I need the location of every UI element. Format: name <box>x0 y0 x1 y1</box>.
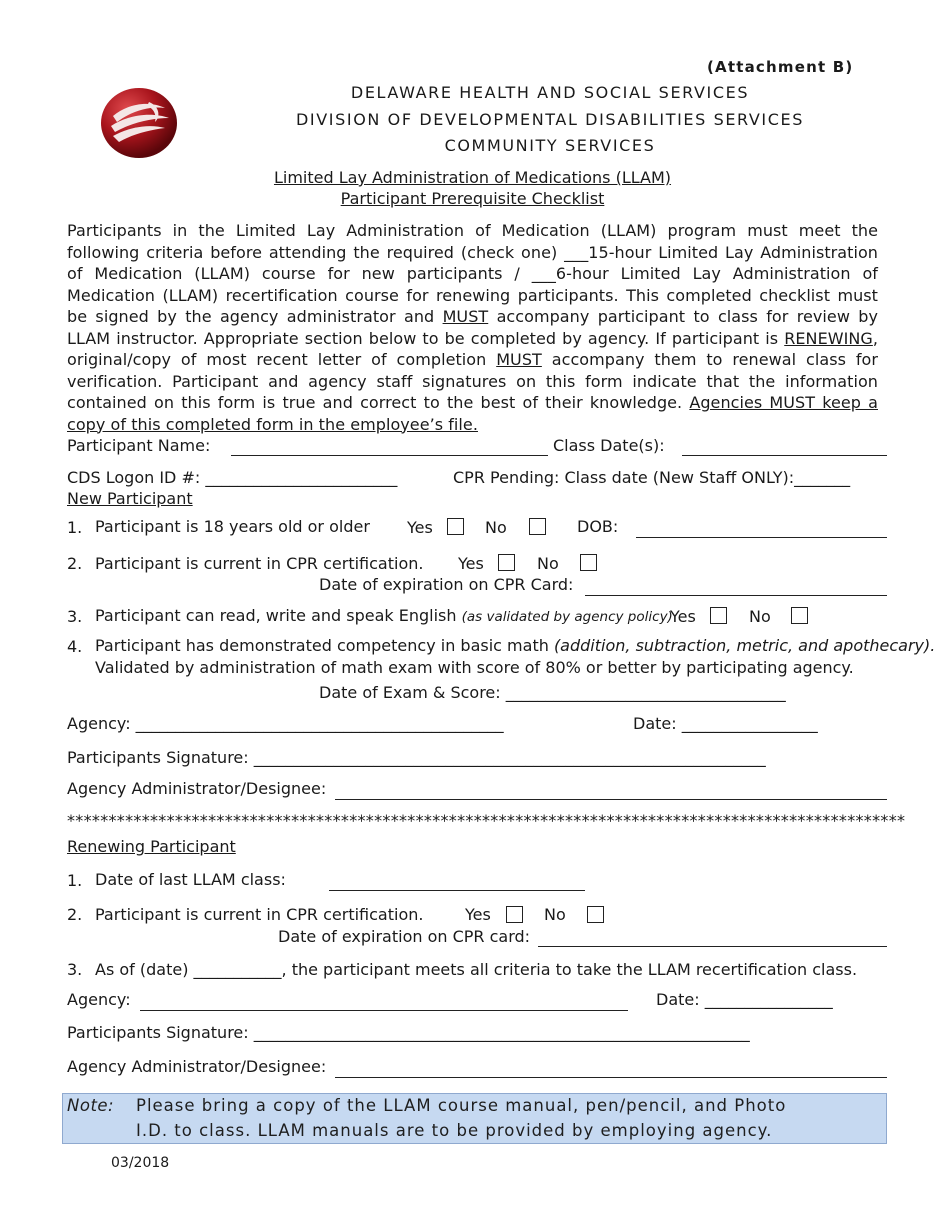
cds-logon-field[interactable]: CDS Logon ID #: ________________________ <box>67 468 398 487</box>
np-item3-no-label: No <box>749 607 771 626</box>
np-dob-label: DOB: <box>577 517 619 536</box>
intro-paragraph: Participants in the Limited Lay Administration of Medication (LLAM) program must meet the following criteria before attending the required (check one) ___15-hour Limited Lay Administration of Medication (LLAM) course for new participants / ___6-hour Limited Lay Administration of Medication (LLAM) recertification course for renewing participants. This completed checklist must be signed by the agency administrator and MUST accompany participant to class for review by LLAM instructor. Appropriate section below to be completed by agency. If participant is RENEWING, original/copy of most recent letter of completion MUST accompany them to renewal class for verification. Participant and agency staff signatures on this form indicate that the information contained on this form is true and correct to the best of their knowledge. Agencies MUST keep a copy of this completed form in the employee’s file. <box>67 221 879 434</box>
np-item1-yes-label: Yes <box>407 518 433 537</box>
np-item2-number: 2. <box>67 554 83 573</box>
np-item2-no-checkbox[interactable] <box>580 554 597 571</box>
note-line-1: Please bring a copy of the LLAM course manual, pen/pencil, and Photo <box>136 1096 787 1115</box>
np-item2-yes-label: Yes <box>458 554 484 573</box>
rp-item1-text: Date of last LLAM class: <box>95 870 286 889</box>
renewing-participant-heading: Renewing Participant <box>67 837 236 856</box>
section-divider: ***************************************************************************************************** <box>67 811 906 830</box>
np-admin-field[interactable] <box>335 799 887 800</box>
rp-item3-text: As of (date) ___________, the participant meets all criteria to take the LLAM recertification class. <box>95 960 858 979</box>
np-item2-no-label: No <box>537 554 559 573</box>
participant-name-label: Participant Name: <box>67 436 211 455</box>
np-item3-no-checkbox[interactable] <box>791 607 808 624</box>
np-item3-yes-checkbox[interactable] <box>710 607 727 624</box>
np-item1-no-label: No <box>485 518 507 537</box>
rp-admin-field[interactable] <box>335 1077 887 1078</box>
rp-item2-yes-checkbox[interactable] <box>506 906 523 923</box>
header-division: DIVISION OF DEVELOPMENTAL DISABILITIES SERVICES <box>296 110 804 129</box>
np-item1-no-checkbox[interactable] <box>529 518 546 535</box>
rp-admin-label: Agency Administrator/Designee: <box>67 1057 327 1076</box>
np-admin-label: Agency Administrator/Designee: <box>67 779 327 798</box>
form-title: Limited Lay Administration of Medications (LLAM) <box>273 168 672 187</box>
np-item2-yes-checkbox[interactable] <box>498 554 515 571</box>
np-item1-text: Participant is 18 years old or older <box>95 517 370 536</box>
new-participant-heading: New Participant <box>67 489 193 508</box>
np-exam-score-field[interactable]: Date of Exam & Score: ___________________________________ <box>319 683 786 702</box>
np-item3-yes-label: Yes <box>670 607 696 626</box>
np-item4-italic: (addition, subtraction, metric, and apothecary). <box>553 636 936 655</box>
np-dob-field[interactable] <box>636 537 887 538</box>
rp-item1-number: 1. <box>67 871 83 890</box>
np-item3-number: 3. <box>67 607 83 626</box>
cpr-pending-field[interactable]: CPR Pending: Class date (New Staff ONLY):_______ <box>453 468 851 487</box>
rp-item2-yes-label: Yes <box>465 905 491 924</box>
rp-item2-no-label: No <box>544 905 566 924</box>
rp-item3-number: 3. <box>67 960 83 979</box>
footer-date: 03/2018 <box>111 1155 170 1171</box>
np-item3-text: Participant can read, write and speak English (as validated by agency policy) <box>95 606 673 625</box>
rp-date-field[interactable]: Date: ________________ <box>656 990 833 1009</box>
np-item1-yes-checkbox[interactable] <box>447 518 464 535</box>
participant-name-field[interactable] <box>231 455 548 456</box>
np-cpr-expiration-field[interactable] <box>585 595 887 596</box>
np-item4-number: 4. <box>67 637 83 656</box>
rp-cpr-expiration-field[interactable] <box>538 946 887 947</box>
rp-item2-number: 2. <box>67 905 83 924</box>
np-signature-field[interactable]: Participants Signature: ________________________________________________________________ <box>67 748 766 767</box>
class-dates-label: Class Date(s): <box>553 436 665 455</box>
np-date-field[interactable]: Date: _________________ <box>633 714 818 733</box>
class-dates-field[interactable] <box>682 455 887 456</box>
rp-cpr-expiration-label: Date of expiration on CPR card: <box>278 927 531 946</box>
rp-last-class-field[interactable] <box>329 890 585 891</box>
form-subtitle: Participant Prerequisite Checklist <box>340 189 605 208</box>
note-label: Note: <box>67 1096 115 1115</box>
np-item4-text: Participant has demonstrated competency in basic math (addition, subtraction, metric, and apothecary). <box>95 636 936 655</box>
header-community: COMMUNITY SERVICES <box>444 136 656 155</box>
rp-item2-no-checkbox[interactable] <box>587 906 604 923</box>
rp-agency-label: Agency: <box>67 990 131 1009</box>
rp-signature-field[interactable]: Participants Signature: ______________________________________________________________ <box>67 1023 750 1042</box>
np-item3-note: (as validated by agency policy) <box>461 609 673 625</box>
note-line-2: I.D. to class. LLAM manuals are to be provided by employing agency. <box>136 1121 773 1140</box>
np-item1-number: 1. <box>67 518 83 537</box>
np-item4-line2: Validated by administration of math exam with score of 80% or better by participating agency. <box>95 658 854 677</box>
np-cpr-expiration-label: Date of expiration on CPR Card: <box>319 575 574 594</box>
rp-item2-text: Participant is current in CPR certification. <box>95 905 424 924</box>
rp-agency-field[interactable] <box>140 1010 628 1011</box>
attachment-label: (Attachment B) <box>707 58 854 76</box>
np-agency-field[interactable]: Agency: ______________________________________________ <box>67 714 504 733</box>
np-item2-text: Participant is current in CPR certification. <box>95 554 424 573</box>
header-agency: DELAWARE HEALTH AND SOCIAL SERVICES <box>350 83 750 102</box>
